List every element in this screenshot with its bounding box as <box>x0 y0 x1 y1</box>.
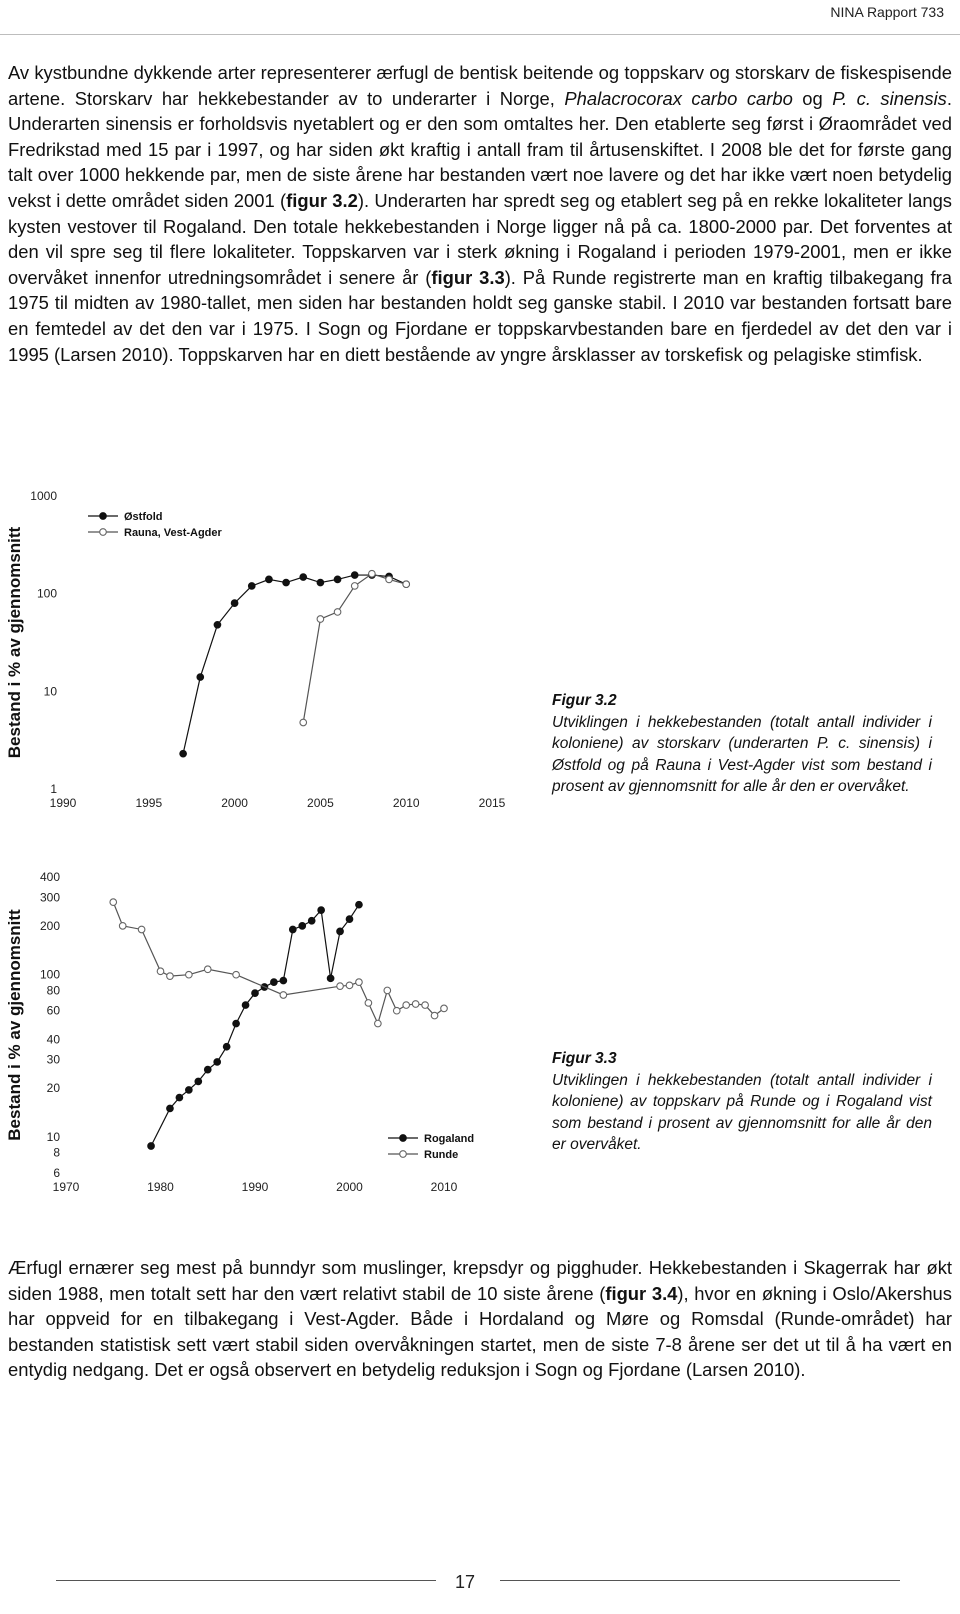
data-point <box>248 583 255 590</box>
text-run: Av kystbundne dykkende arter representerer ærfugl de bentisk beitende og toppskarv og storskarv de fiskespisende artene. Storskarv har hekkebestander av to underarter i Norge, <box>8 62 952 109</box>
body-paragraph-1 <box>8 60 952 367</box>
data-point <box>337 928 344 935</box>
text-run: og <box>792 87 833 109</box>
y-tick-label: 400 <box>39 870 60 884</box>
data-point <box>308 917 315 924</box>
text-run: ). Underarten har spredt seg og etablert seg på en rekke lokaliteter langs kysten vestover til Rogaland. Den totale hekkebestanden i Norge ligger nå på ca. 1800-2000 par. Det forventes at den vil spre seg til flere lokaliteter. Toppskarven var i sterk økning i Rogaland i perioden 1979-2001, men er ikke overvåket innenfor utredningsområdet i senere år ( <box>8 189 952 288</box>
text-run: P. c. sinensis <box>832 87 947 109</box>
data-point <box>110 899 117 906</box>
data-point <box>431 1012 438 1019</box>
y-axis-label: Bestand i % av gjennomsnitt <box>5 909 24 1141</box>
page-number: 17 <box>455 1572 476 1592</box>
data-point <box>231 600 238 607</box>
data-point <box>337 983 344 990</box>
figure-caption-3-2 <box>552 690 932 798</box>
data-point <box>180 750 187 757</box>
page-header <box>0 0 960 35</box>
y-tick-label: 200 <box>39 918 60 933</box>
y-tick-label: 1 <box>50 782 57 796</box>
y-tick-label: 10 <box>46 1129 60 1144</box>
y-axis-label: Bestand i % av gjennomsnitt <box>5 526 24 759</box>
x-tick-label: 2005 <box>307 796 334 810</box>
data-point <box>148 1143 155 1150</box>
data-point <box>369 570 376 577</box>
data-point <box>204 1066 211 1073</box>
y-tick-label: 1000 <box>30 489 57 503</box>
series-line-0 <box>183 575 406 754</box>
x-tick-label: 2000 <box>221 796 248 810</box>
y-tick-label: 6 <box>53 1166 60 1180</box>
series-line-1 <box>113 902 444 1023</box>
data-point <box>365 1000 372 1007</box>
text-run: ), hvor en økning i Oslo/Akershus har oppveid for en tilbakegang i Vest-Agder. Både i Hordaland og Møre og Romsdal (Runde-området) har bestanden statistisk sett vært stabil siden overvåkningen startet, men de siste 7-8 årene ser det ut til å ha vært en entydig nedgang. Det er også observert en betydelig reduksjon i Sogn og Fjordane (Larsen 2010). <box>8 1282 952 1381</box>
text-run: figur 3.4 <box>605 1282 678 1304</box>
data-point <box>242 1002 249 1009</box>
text-run: ). På Runde registrerte man en kraftig tilbakegang fra 1975 til midten av 1980-tallet, men siden har bestanden holdt seg ganske stabil. I 2010 var bestanden fortsatt bare en femtedel av det den var i 1975. I Sogn og Fjordane er toppskarvbestanden bare en fjerdedel av det den var i 1995 (Larsen 2010). Toppskarven har en diett bestående av yngre årsklasser av torskefisk og pelagiske stimfisk. <box>8 266 952 365</box>
data-point <box>186 971 193 978</box>
chart-figure-3-2 <box>0 480 540 830</box>
legend-marker <box>400 1151 407 1158</box>
x-tick-label: 1980 <box>147 1180 174 1194</box>
caption-text: Utviklingen i hekkebestanden (totalt antall individer i koloniene) av storskarv (underarten P. c. sinensis) i Østfold og på Rauna i Vest-Agder vist som bestand i prosent av gjennomsnitt for alle år den er overvåket. <box>552 713 932 795</box>
chart-figure-3-3 <box>0 860 540 1210</box>
legend-entry: Runde <box>424 1149 459 1161</box>
data-point <box>300 574 307 581</box>
legend-marker <box>100 513 107 520</box>
y-tick-label: 100 <box>36 586 57 601</box>
y-tick-label: 30 <box>46 1052 60 1067</box>
series-line-0 <box>151 905 359 1146</box>
x-tick-label: 1990 <box>49 796 77 810</box>
legend-marker <box>400 1135 407 1142</box>
caption-label: Figur 3.3 <box>552 1050 617 1067</box>
data-point <box>300 719 307 726</box>
data-point <box>318 907 325 914</box>
footer-rule-left <box>56 1580 436 1581</box>
data-point <box>186 1087 193 1094</box>
data-point <box>204 966 211 973</box>
legend-entry: Rauna, Vest-Agder <box>124 527 222 539</box>
y-tick-label: 40 <box>46 1032 60 1047</box>
data-point <box>214 621 221 628</box>
y-tick-label: 80 <box>46 983 60 998</box>
data-point <box>356 901 363 908</box>
y-tick-label: 20 <box>46 1081 60 1096</box>
text-run: . Underarten sinensis er forholdsvis nyetablert og er den som omtaltes her. Den etablerte seg først i Øraområdet ved Fredrikstad med 15 par i 1997, og har siden økt kraftig i antall fram til årtusenskiftet. I 2008 ble det for første gang talt over 1000 hekkende par, men de siste årene har bestanden vært noe lavere og det har ikke vært noen betydelig vekst i dette området siden 2001 ( <box>8 87 952 211</box>
data-point <box>167 973 174 980</box>
data-point <box>346 982 353 989</box>
data-point <box>412 1001 419 1008</box>
data-point <box>393 1007 400 1014</box>
x-tick-label: 1995 <box>135 796 163 810</box>
footer-rule-right <box>500 1580 900 1581</box>
data-point <box>351 572 358 579</box>
data-point <box>233 1020 240 1027</box>
y-tick-label: 60 <box>46 1003 60 1018</box>
data-point <box>317 616 324 623</box>
data-point <box>334 609 341 616</box>
data-point <box>403 1002 410 1009</box>
text-run: figur 3.2 <box>286 189 358 211</box>
data-point <box>441 1005 448 1012</box>
x-tick-label: 1970 <box>52 1180 80 1194</box>
data-point <box>403 581 410 588</box>
y-tick-label: 10 <box>43 684 57 699</box>
data-point <box>317 579 324 586</box>
data-point <box>197 674 204 681</box>
x-tick-label: 2015 <box>478 796 506 810</box>
data-point <box>327 975 334 982</box>
body-paragraph-2 <box>8 1255 952 1383</box>
data-point <box>299 923 306 930</box>
data-point <box>167 1105 174 1112</box>
data-point <box>280 992 287 999</box>
text-run: Ærfugl ernærer seg mest på bunndyr som muslinger, krepsdyr og pigghuder. Hekkebestanden i Skagerrak har økt siden 1988, men totalt sett har den vært relativt stabil de 10 siste årene ( <box>8 1257 952 1304</box>
x-tick-label: 1990 <box>241 1180 269 1194</box>
data-point <box>214 1059 221 1066</box>
data-point <box>195 1078 202 1085</box>
legend-entry: Rogaland <box>424 1133 475 1145</box>
y-tick-label: 300 <box>39 890 60 905</box>
data-point <box>233 971 240 978</box>
series-line-1 <box>303 574 406 723</box>
data-point <box>346 916 353 923</box>
y-tick-label: 100 <box>39 967 60 982</box>
data-point <box>283 579 290 586</box>
data-point <box>422 1002 429 1009</box>
data-point <box>271 979 278 986</box>
data-point <box>351 583 358 590</box>
data-point <box>290 926 297 933</box>
text-run: figur 3.3 <box>431 266 505 288</box>
caption-text: Utviklingen i hekkebestanden (totalt antall individer i koloniene) av toppskarv på Runde og i Rogaland vist som bestand i prosent av gjennomsnitt for alle år den er overvåket. <box>552 1071 932 1153</box>
y-tick-label: 8 <box>53 1145 60 1160</box>
data-point <box>266 576 273 583</box>
data-point <box>157 968 164 975</box>
legend-entry: Østfold <box>124 511 163 523</box>
data-point <box>356 979 363 986</box>
report-title: NINA Rapport 733 <box>830 4 944 20</box>
legend-marker <box>100 529 107 536</box>
data-point <box>252 990 259 997</box>
data-point <box>375 1020 382 1027</box>
data-point <box>280 977 287 984</box>
text-run: Phalacrocorax carbo carbo <box>564 87 793 109</box>
data-point <box>386 576 393 583</box>
data-point <box>119 923 126 930</box>
data-point <box>176 1094 183 1101</box>
figure-caption-3-3 <box>552 1048 932 1156</box>
data-point <box>223 1043 230 1050</box>
data-point <box>334 576 341 583</box>
data-point <box>384 987 391 994</box>
x-tick-label: 2000 <box>336 1180 363 1194</box>
caption-label: Figur 3.2 <box>552 692 617 709</box>
data-point <box>138 926 145 933</box>
x-tick-label: 2010 <box>392 796 420 810</box>
x-tick-label: 2010 <box>430 1180 458 1194</box>
